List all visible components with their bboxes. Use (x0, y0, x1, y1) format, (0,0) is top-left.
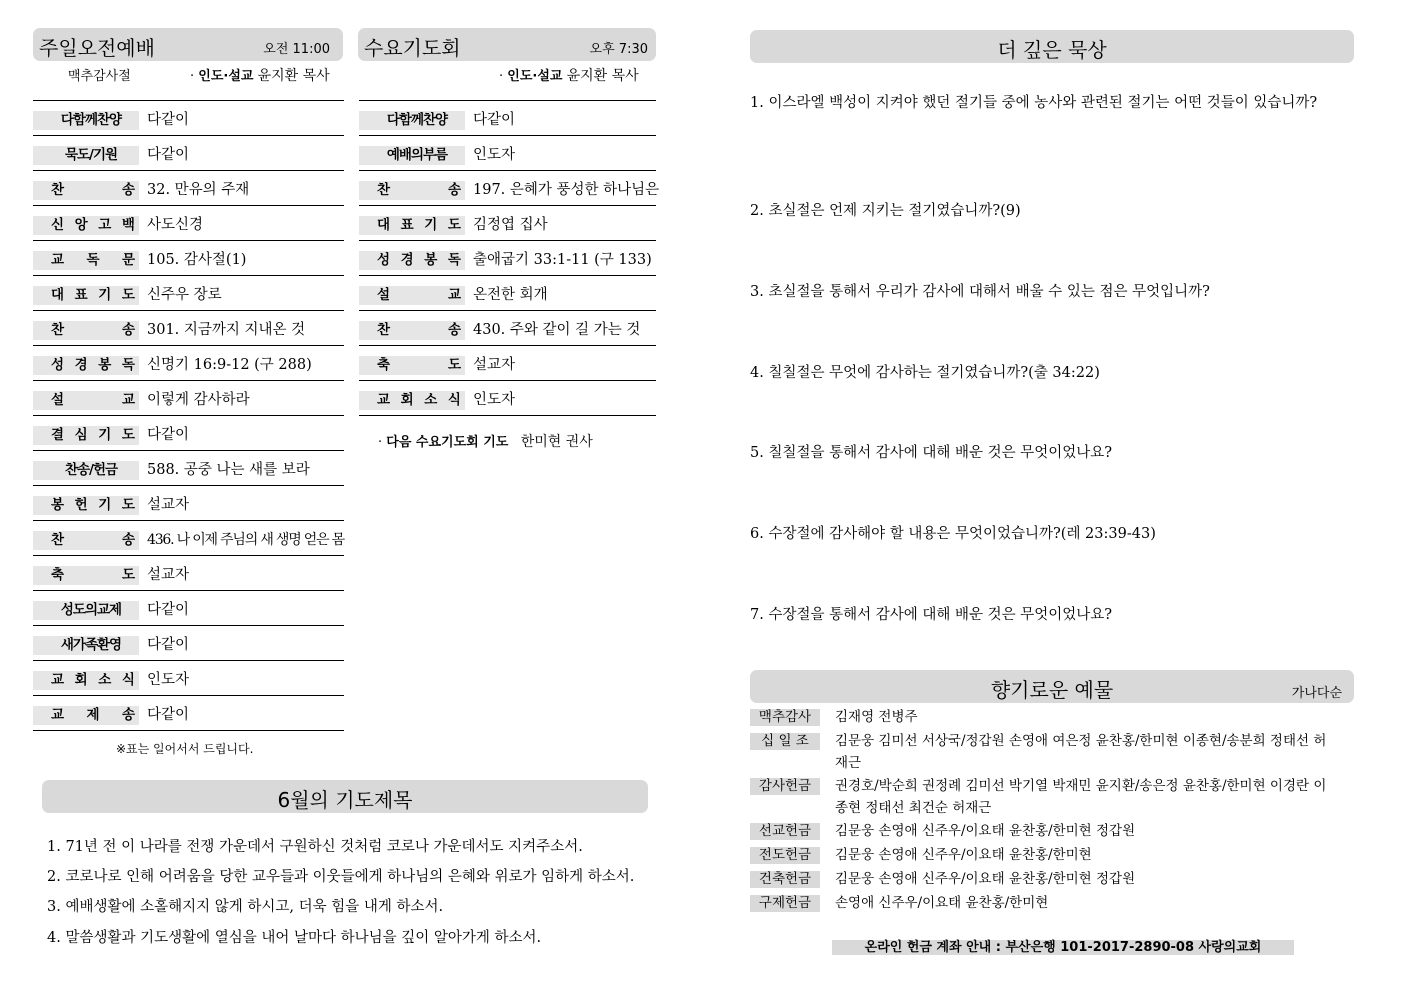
order-value: 32. 만유의 주재 (147, 182, 250, 198)
order-label-part: 축 (377, 357, 391, 373)
order-value: 다같이 (147, 147, 190, 163)
order-row (33, 172, 344, 206)
offering-tag: 감사헌금 (750, 778, 820, 795)
order-label (359, 181, 465, 200)
meditation-question: 1. 이스라엘 백성이 지켜야 했던 절기들 중에 농사와 관련된 절기는 어떤 것들이 있습니까? (750, 95, 1318, 111)
order-label-part: 교 (447, 287, 461, 303)
order-label-part: 도 (447, 357, 461, 373)
order-label-part: 경 (74, 357, 88, 373)
order-label-part: 심 (74, 427, 88, 443)
order-row (33, 487, 344, 521)
wednesday-preacher: 윤지환 목사 (566, 68, 639, 84)
order-label-part: 다함께찬양 (386, 112, 448, 128)
prayer-item: 2. 코로나로 인해 어려움을 당한 교우들과 이웃들에게 하나님의 은혜와 위로가 임하게 하소서. (47, 869, 635, 885)
wednesday-preacher-line: · 인도·설교 윤지환 목사 (499, 68, 639, 84)
order-label (359, 321, 465, 340)
meditation-question: 7. 수장절을 통해서 감사에 대해 배운 것은 무엇이었나요? (750, 607, 1113, 623)
order-value: 다같이 (147, 112, 190, 128)
order-value: 이렇게 감사하라 (147, 392, 250, 408)
order-label-part: 제 (86, 707, 100, 723)
order-value: 588. 공중 나는 새를 보라 (147, 462, 310, 478)
order-row (359, 137, 656, 171)
order-row (33, 697, 344, 731)
meditation-question: 4. 칠칠절은 무엇에 감사하는 절기였습니까?(출 34:22) (750, 365, 1100, 381)
order-value: 신명기 16:9-12 (구 288) (147, 357, 312, 373)
order-label-part: 식 (447, 392, 461, 408)
order-label (33, 601, 139, 620)
order-row (359, 382, 656, 416)
order-label-part: 봉 (98, 357, 112, 373)
order-value: 다같이 (147, 637, 190, 653)
order-label (33, 216, 139, 235)
order-label (33, 461, 139, 480)
order-label-part: 도 (447, 217, 461, 233)
order-label (33, 356, 139, 375)
order-row (33, 347, 344, 381)
sunday-service-header (33, 28, 343, 61)
order-label-part: 찬 (377, 182, 391, 198)
offering-names: 김문웅 손영애 신주우/이요태 윤찬홍/한미현 정갑원 (835, 871, 1136, 887)
order-label-part: 송 (447, 182, 461, 198)
meditation-question: 5. 칠칠절을 통해서 감사에 대해 배운 것은 무엇이었나요? (750, 445, 1113, 461)
order-row (33, 522, 344, 556)
order-label-part: 문 (121, 252, 135, 268)
sunday-service-title: 주일오전예배 (39, 36, 155, 60)
next-prayer-person: 한미현 권사 (520, 434, 593, 450)
order-row (359, 207, 656, 241)
meditation-question: 6. 수장절에 감사해야 할 내용은 무엇이었습니까?(레 23:39-43) (750, 526, 1156, 542)
order-label-part: 기 (424, 217, 438, 233)
order-label-part: 소 (98, 672, 112, 688)
offering-tag: 전도헌금 (750, 847, 820, 864)
next-prayer-line: · 다음 수요기도회 기도 한미현 권사 (378, 434, 593, 450)
offering-names: 김재영 전병주 (835, 709, 918, 725)
order-label-part: 표 (400, 217, 414, 233)
order-label (33, 146, 139, 165)
order-label (33, 566, 139, 585)
order-label-part: 백 (121, 217, 135, 233)
order-value: 김정엽 집사 (473, 217, 548, 233)
order-label-part: 회 (74, 672, 88, 688)
offering-row (750, 775, 1350, 819)
offering-tag: 건축헌금 (750, 871, 820, 888)
order-value: 430. 주와 같이 길 가는 것 (473, 322, 641, 338)
offering-names: 손영애 신주우/이요태 윤찬홍/한미현 (835, 895, 1049, 911)
order-label (359, 216, 465, 235)
order-label-part: 송 (121, 322, 135, 338)
order-row (33, 207, 344, 241)
order-label-part: 결 (51, 427, 65, 443)
order-label-part: 묵도/기원 (64, 147, 118, 163)
wednesday-order-list (359, 102, 660, 422)
prayer-item: 1. 71년 전 이 나라를 전쟁 가운데서 구원하신 것처럼 코로나 가운데서도 지켜주소서. (47, 839, 583, 855)
order-label (33, 321, 139, 340)
order-label-part: 도 (121, 497, 135, 513)
bank-info: 온라인 헌금 계좌 안내 : 부산은행 101-2017-2890-08 사랑의교회 (832, 940, 1294, 955)
order-label-part: 교 (51, 707, 65, 723)
order-label-part: 성도의교제 (60, 602, 122, 618)
offering-names: 권경호/박순희 권정례 김미선 박기열 박재민 윤지환/송은정 윤찬홍/한미현 이경란 이종현 정태선 최건순 허재근 (835, 778, 1327, 816)
order-value: 설교자 (147, 567, 190, 583)
order-label-part: 기 (98, 427, 112, 443)
order-value: 다같이 (147, 602, 190, 618)
sunday-occasion: 맥추감사절 (68, 69, 131, 84)
order-label-part: 찬송/헌금 (64, 462, 118, 478)
order-label-part: 대 (51, 287, 65, 303)
order-value: 301. 지금까지 지내온 것 (147, 322, 306, 338)
sunday-order-list (33, 102, 344, 732)
order-label-part: 경 (400, 252, 414, 268)
offering-names: 김문웅 손영애 신주우/이요태 윤찬홍/한미현 정갑원 (835, 823, 1136, 839)
order-value: 197. 은혜가 풍성한 하나님은 (473, 182, 660, 198)
order-row (33, 102, 344, 136)
order-value: 인도자 (473, 392, 516, 408)
order-value: 다같이 (147, 427, 190, 443)
order-value: 설교자 (473, 357, 516, 373)
next-prayer-label: 다음 수요기도회 기도 (386, 435, 509, 450)
order-value: 436. 나 이제 주님의 새 생명 얻은 몸 (147, 532, 345, 548)
offering-header (750, 670, 1354, 703)
prayer-item: 4. 말씀생활과 기도생활에 열심을 내어 날마다 하나님을 깊이 알아가게 하소서. (47, 930, 542, 946)
order-label (33, 391, 139, 410)
order-value: 온전한 회개 (473, 287, 548, 303)
order-label-part: 도 (121, 287, 135, 303)
order-label-part: 교 (121, 392, 135, 408)
order-label (33, 426, 139, 445)
order-row (33, 242, 344, 276)
order-row (33, 277, 344, 311)
offering-title: 향기로운 예물 (990, 678, 1114, 702)
order-label-part: 찬 (51, 532, 65, 548)
order-row (33, 662, 344, 696)
june-prayer-header (42, 780, 648, 813)
sunday-service-time: 오전 11:00 (263, 42, 330, 57)
order-label (33, 671, 139, 690)
order-row (33, 592, 344, 626)
meditation-question: 2. 초실절은 언제 지키는 절기였습니까?(9) (750, 203, 1021, 219)
order-row (359, 312, 656, 346)
order-label-part: 대 (377, 217, 391, 233)
order-label (33, 251, 139, 270)
offering-order-note: 가나다순 (1291, 686, 1342, 701)
sunday-preacher-line: · 인도·설교 윤지환 목사 (190, 68, 330, 84)
order-label (359, 391, 465, 410)
order-label-part: 교 (51, 252, 65, 268)
order-row (359, 277, 656, 311)
order-label-part: 신 (51, 217, 65, 233)
order-label (359, 111, 465, 130)
order-label-part: 예배의부름 (386, 147, 448, 163)
order-label-part: 찬 (377, 322, 391, 338)
order-label-part: 송 (121, 182, 135, 198)
order-label (33, 111, 139, 130)
order-label (359, 251, 465, 270)
order-value: 다같이 (147, 707, 190, 723)
order-value: 인도자 (147, 672, 190, 688)
order-label-part: 도 (121, 427, 135, 443)
order-label-part: 기 (98, 287, 112, 303)
wednesday-top-rule (359, 100, 656, 101)
order-row (359, 172, 660, 206)
offering-tag: 십 일 조 (750, 733, 820, 750)
offering-row (750, 892, 1350, 936)
order-label-part: 앙 (74, 217, 88, 233)
standing-note: ※표는 일어서서 드립니다. (116, 742, 254, 756)
order-label (359, 286, 465, 305)
order-label-part: 성 (377, 252, 391, 268)
order-row (359, 242, 656, 276)
order-label (33, 636, 139, 655)
order-label-part: 식 (121, 672, 135, 688)
order-label-part: 송 (121, 532, 135, 548)
sunday-preacher: 윤지환 목사 (257, 68, 330, 84)
order-label (33, 286, 139, 305)
order-label (359, 146, 465, 165)
order-label-part: 고 (98, 217, 112, 233)
order-label-part: 독 (447, 252, 461, 268)
wednesday-preacher-label: 인도·설교 (507, 69, 563, 84)
wednesday-service-title: 수요기도회 (364, 36, 461, 60)
meditation-title: 더 깊은 묵상 (997, 38, 1107, 62)
order-label-part: 독 (121, 357, 135, 373)
order-row (33, 452, 344, 486)
order-row (359, 347, 656, 381)
order-label-part: 도 (121, 567, 135, 583)
order-label-part: 새가족환영 (60, 637, 122, 653)
offering-tag: 구제헌금 (750, 895, 820, 912)
prayer-item: 3. 예배생활에 소홀해지지 않게 하시고, 더욱 힘을 내게 하소서. (47, 899, 444, 915)
order-label-part: 송 (121, 707, 135, 723)
order-label-part: 기 (98, 497, 112, 513)
order-label (359, 356, 465, 375)
order-row (33, 557, 344, 591)
order-label-part: 성 (51, 357, 65, 373)
order-label-part: 헌 (74, 497, 88, 513)
order-label-part: 봉 (51, 497, 65, 513)
order-label-part: 송 (447, 322, 461, 338)
order-row (33, 312, 344, 346)
order-value: 다같이 (473, 112, 516, 128)
order-label (33, 181, 139, 200)
offering-names: 김문웅 손영애 신주우/이요태 윤찬홍/한미현 (835, 847, 1092, 863)
order-value: 설교자 (147, 497, 190, 513)
meditation-header (750, 30, 1354, 63)
order-row (33, 137, 344, 171)
june-prayer-title: 6월의 기도제목 (277, 788, 413, 812)
order-row (33, 627, 344, 661)
offering-tag: 선교헌금 (750, 823, 820, 840)
order-label-part: 다함께찬양 (60, 112, 122, 128)
sunday-preacher-label: 인도·설교 (198, 69, 254, 84)
offering-tag: 맥추감사 (750, 709, 820, 726)
order-label-part: 교 (377, 392, 391, 408)
order-label-part: 교 (51, 672, 65, 688)
order-label-part: 표 (74, 287, 88, 303)
order-label-part: 설 (51, 392, 65, 408)
order-label-part: 축 (51, 567, 65, 583)
order-label-part: 봉 (424, 252, 438, 268)
order-label-part: 찬 (51, 322, 65, 338)
order-value: 인도자 (473, 147, 516, 163)
order-label-part: 회 (400, 392, 414, 408)
wednesday-service-time: 오후 7:30 (589, 42, 648, 57)
order-label-part: 설 (377, 287, 391, 303)
offering-row (750, 730, 1350, 774)
order-label-part: 독 (86, 252, 100, 268)
order-value: 105. 감사절(1) (147, 252, 247, 268)
order-value: 신주우 장로 (147, 287, 222, 303)
order-row (33, 382, 344, 416)
order-label-part: 소 (424, 392, 438, 408)
order-value: 출애굽기 33:1-11 (구 133) (473, 252, 652, 268)
order-label-part: 찬 (51, 182, 65, 198)
order-row (33, 417, 344, 451)
order-value: 사도신경 (147, 217, 204, 233)
order-label (33, 706, 139, 725)
order-label (33, 496, 139, 515)
order-label (33, 531, 139, 550)
order-row (359, 102, 656, 136)
offering-names: 김문웅 김미선 서상국/정갑원 손영애 여은정 윤찬홍/한미현 이종현/송분희 정태선 허재근 (835, 733, 1327, 771)
sunday-top-rule (33, 100, 344, 101)
meditation-question: 3. 초실절을 통해서 우리가 감사에 대해서 배울 수 있는 점은 무엇입니까? (750, 284, 1210, 300)
wednesday-service-header (358, 28, 656, 61)
